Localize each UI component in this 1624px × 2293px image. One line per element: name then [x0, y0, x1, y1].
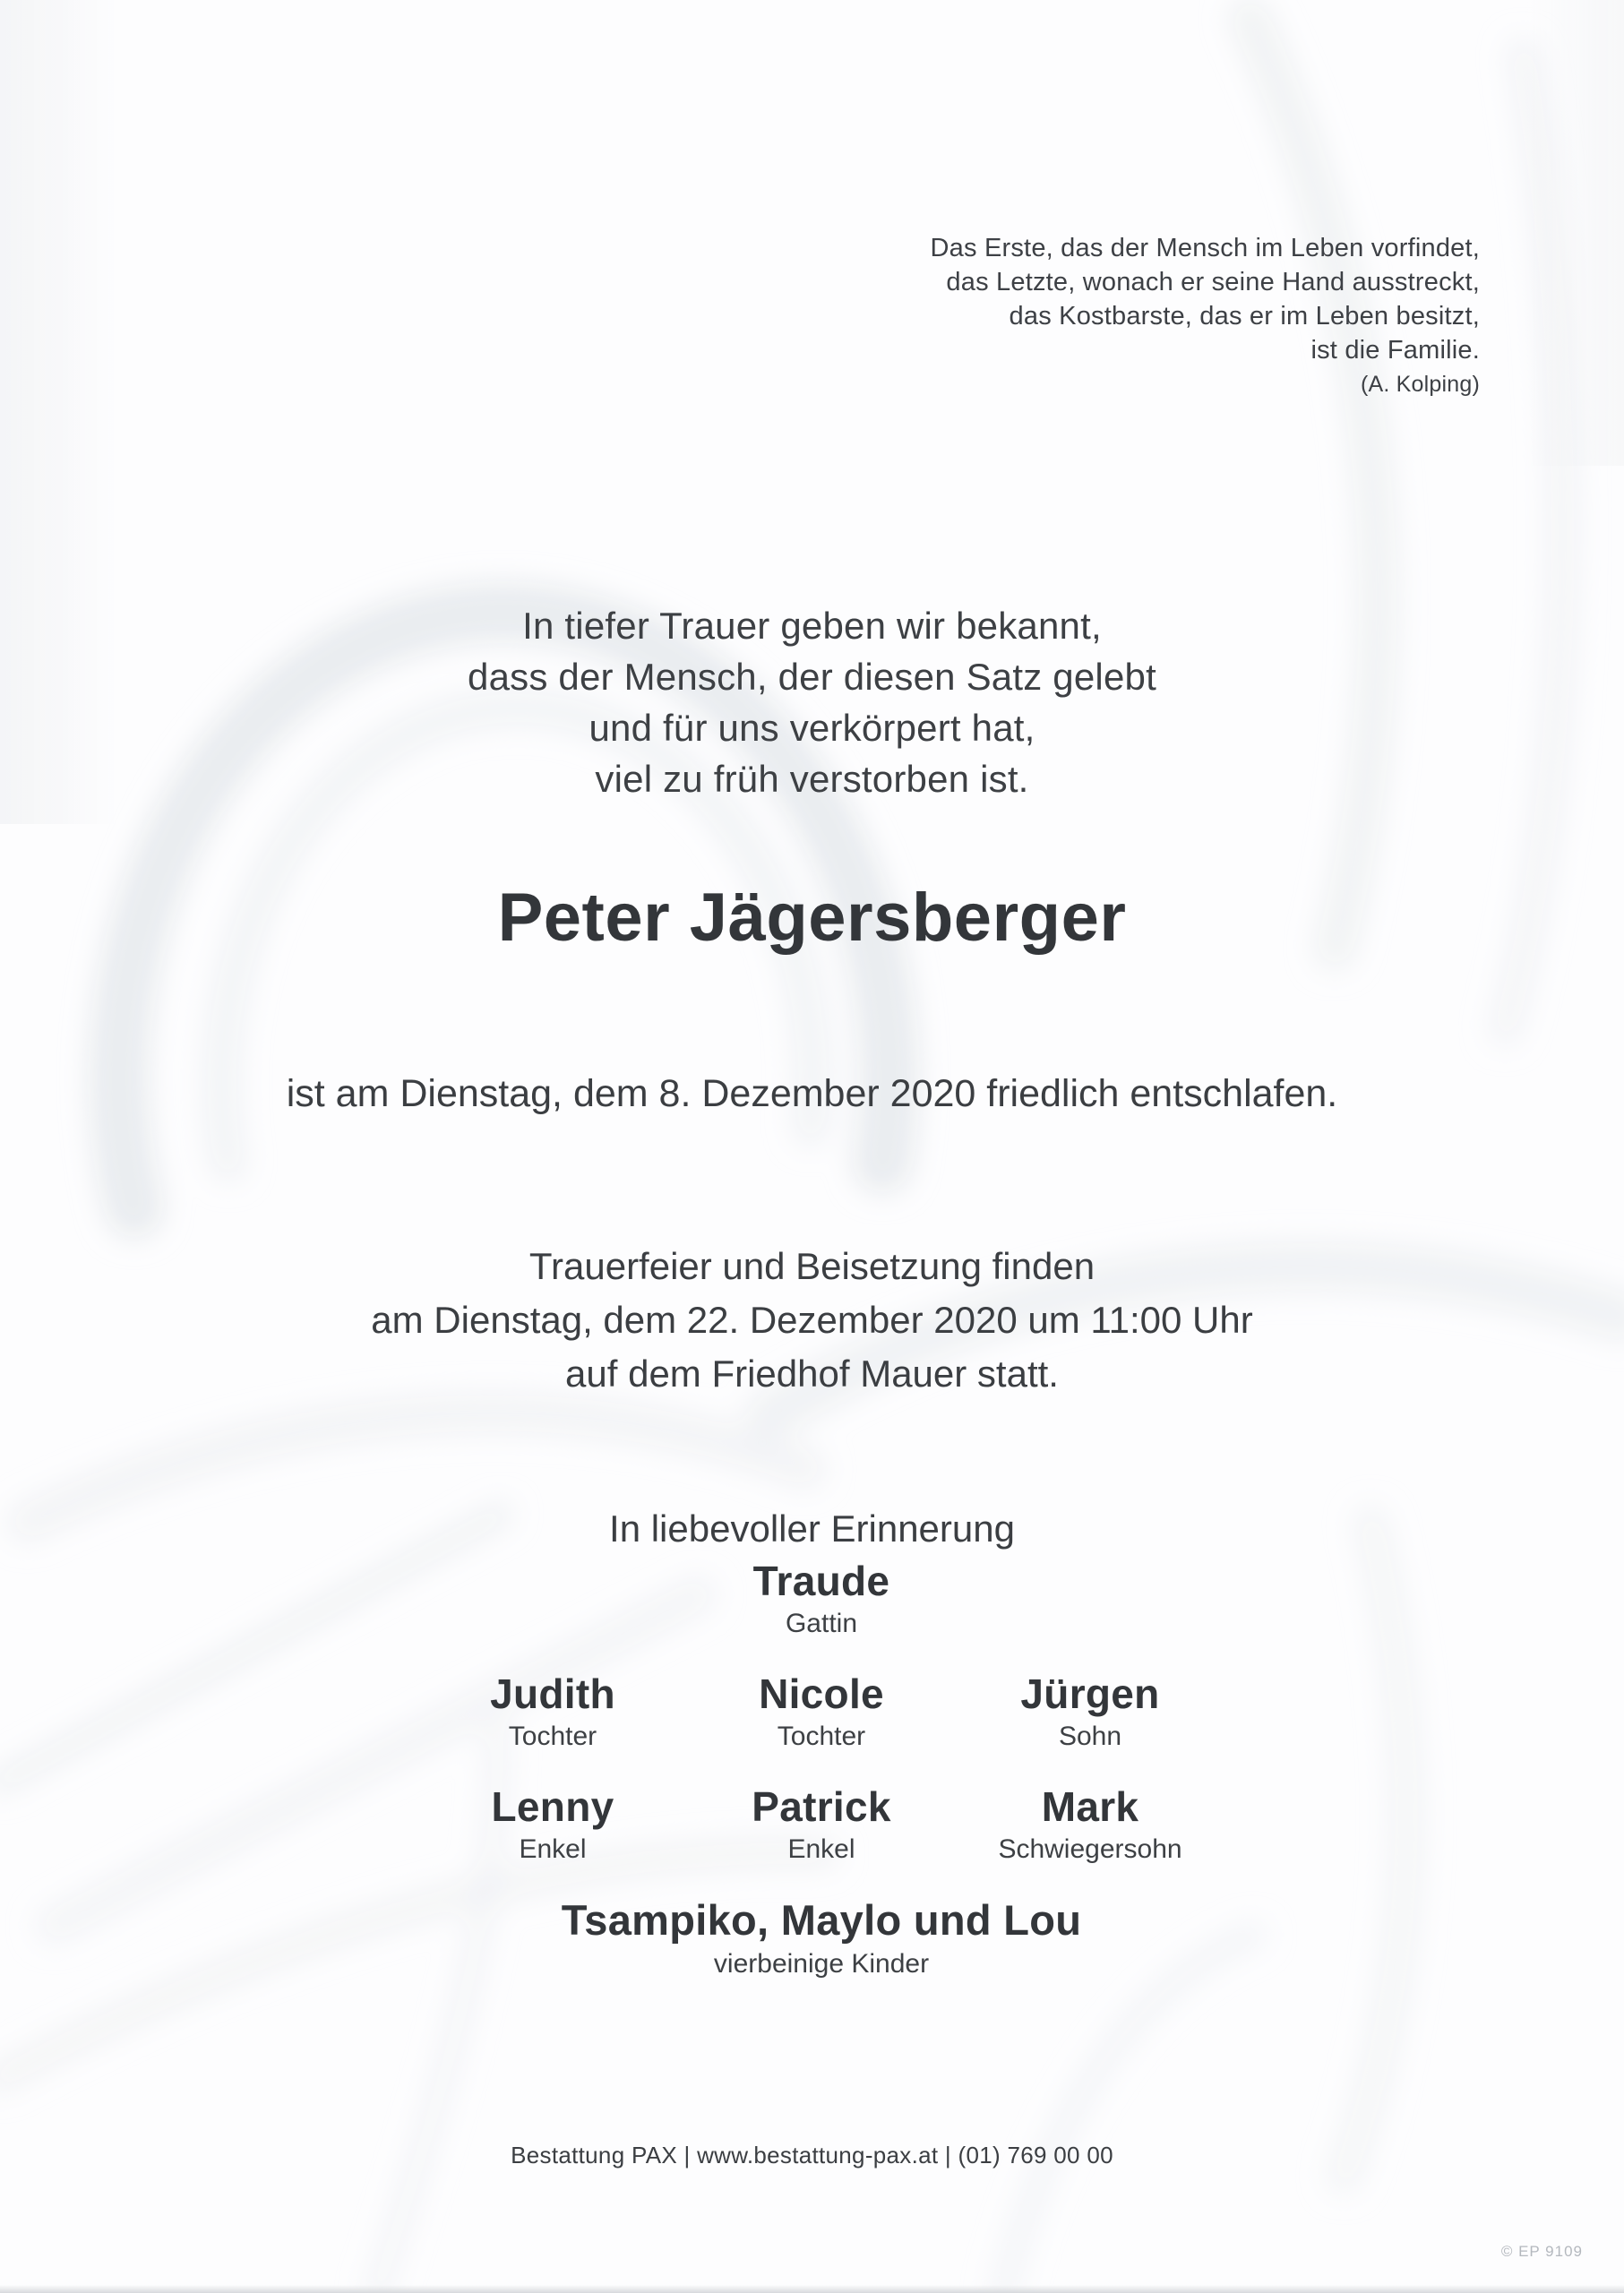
mourner-relation: Enkel [787, 1834, 855, 1864]
mourner-name: Lenny [491, 1783, 614, 1830]
announcement-line: dass der Mensch, der diesen Satz gelebt [468, 656, 1156, 698]
pets-relation: vierbeinige Kinder [713, 1949, 930, 1979]
mourner-entry [956, 1670, 1224, 1756]
mourner-name: Nicole [759, 1670, 884, 1717]
quote-line: das Kostbarste, das er im Leben besitzt, [1009, 302, 1480, 331]
quote-line: ist die Familie. [1310, 336, 1480, 365]
service-line: am Dienstag, dem 22. Dezember 2020 um 11:00 Uhr [371, 1299, 1253, 1341]
mourner-name: Patrick [752, 1783, 891, 1830]
death-date-line: ist am Dienstag, dem 8. Dezember 2020 friedlich entschlafen. [286, 1072, 1338, 1115]
mourner-entry [418, 1670, 687, 1756]
announcement-line: viel zu früh verstorben ist. [595, 758, 1029, 800]
mourner-entry [687, 1670, 956, 1756]
mourners-row [418, 1782, 1224, 1868]
announcement-line: In tiefer Trauer geben wir bekannt, [522, 605, 1102, 647]
mourner-name: Traude [752, 1558, 890, 1604]
remembrance-heading: In liebevoller Erinnerung [609, 1507, 1015, 1550]
announcement-text [0, 600, 1624, 804]
mourners-row [418, 1670, 1224, 1756]
scan-bottom-edge [0, 2285, 1624, 2293]
print-code: © EP 9109 [1500, 2243, 1583, 2260]
mourner-name: Mark [1041, 1783, 1139, 1830]
scan-shading-right [1525, 0, 1624, 466]
quote-line: das Letzte, wonach er seine Hand ausstreckt, [946, 268, 1480, 296]
service-details [0, 1240, 1624, 1401]
mourner-name: Judith [490, 1670, 615, 1717]
mourners-list [418, 1557, 1224, 1983]
mourner-name: Jürgen [1020, 1670, 1160, 1717]
mourner-relation: Tochter [508, 1722, 597, 1751]
service-line: Trauerfeier und Beisetzung finden [528, 1245, 1096, 1287]
mourner-primary [418, 1557, 1224, 1643]
mourner-entry [687, 1782, 956, 1868]
funeral-home-footer: Bestattung PAX | www.bestattung-pax.at | (01) 769 00 00 [511, 2142, 1113, 2168]
mourner-pets [418, 1895, 1224, 1983]
mourner-relation: Sohn [1058, 1722, 1122, 1751]
announcement-line: und für uns verkörpert hat, [589, 707, 1035, 749]
mourner-relation: Gattin [785, 1609, 858, 1638]
mourner-relation: Enkel [519, 1834, 587, 1864]
mourner-relation: Tochter [777, 1722, 866, 1751]
quote-attribution: (A. Kolping) [1360, 372, 1480, 397]
memorial-quote [931, 231, 1480, 401]
deceased-name: Peter Jägersberger [497, 880, 1127, 956]
mourner-entry [956, 1782, 1224, 1868]
mourner-entry [418, 1782, 687, 1868]
mourner-relation: Schwiegersohn [998, 1834, 1182, 1864]
service-line: auf dem Friedhof Mauer statt. [565, 1353, 1059, 1395]
quote-line: Das Erste, das der Mensch im Leben vorfindet, [930, 234, 1480, 262]
pets-names: Tsampiko, Maylo und Lou [561, 1896, 1082, 1944]
